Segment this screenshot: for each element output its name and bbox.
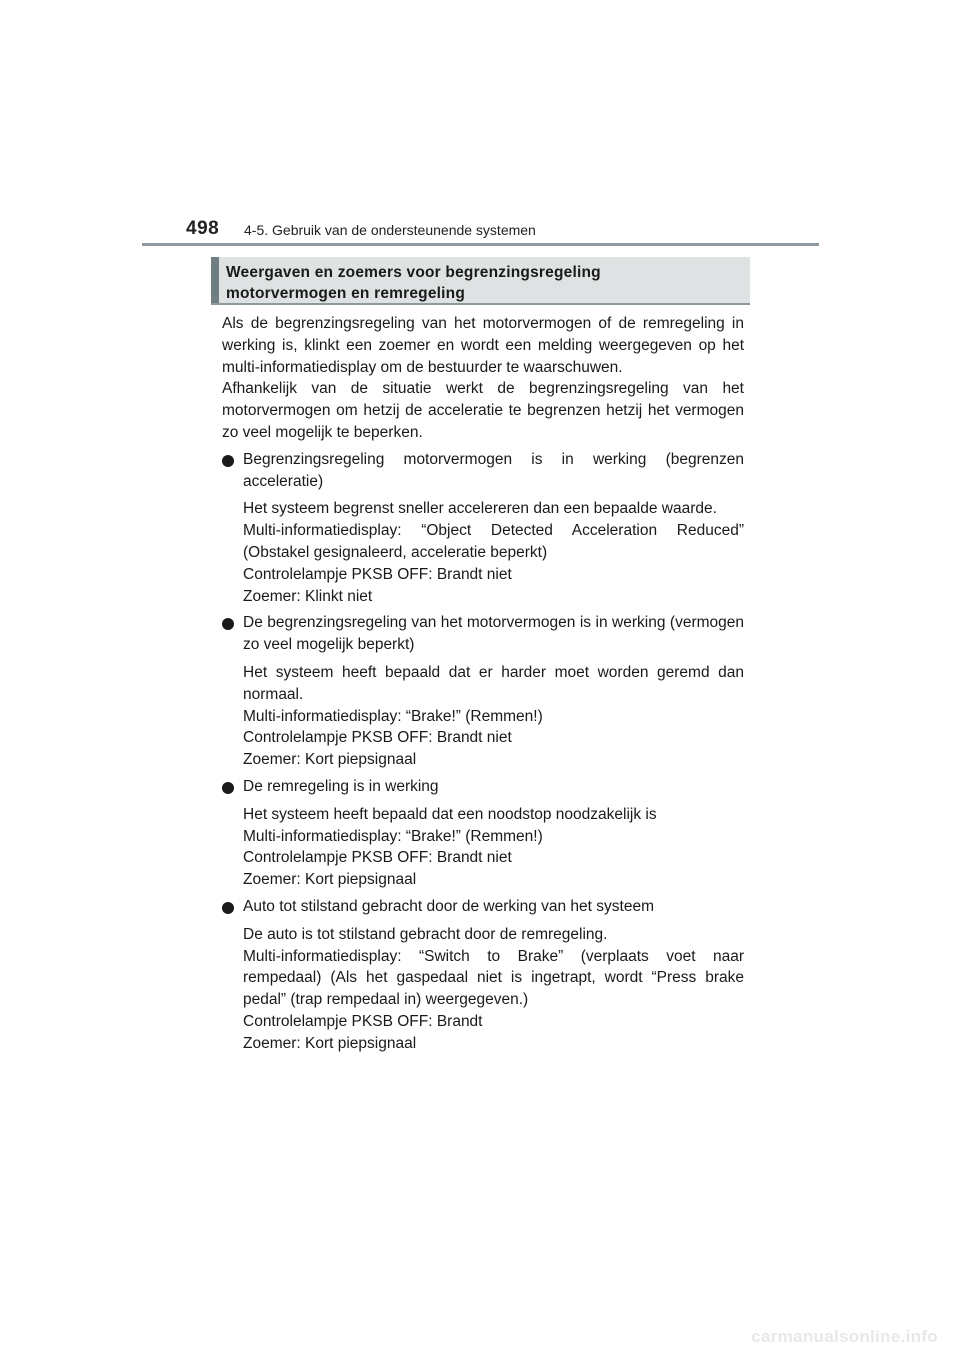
detail-line: Multi-informatiedisplay: “Object Detected Acceleration Reduced” (Obstakel gesignaleerd, acceleratie beperkt) [243, 522, 744, 561]
section-divider [211, 303, 750, 305]
bullet-icon [222, 902, 234, 914]
bullet-detail [222, 924, 744, 1055]
bullet-title: Auto tot stilstand gebracht door de werking van het systeem [243, 897, 654, 915]
page-number: 498 [186, 218, 220, 239]
bullet-title: De remregeling is in werking [243, 777, 439, 795]
bullet-title: De begrenzingsregeling van het motorvermogen is in werking (vermogen zo veel mogelijk beperkt) [243, 614, 744, 654]
detail-line: Controlelampje PKSB OFF: Brandt niet [243, 849, 512, 867]
chapter-title: 4-5. Gebruik van de ondersteunende systemen [244, 222, 536, 238]
detail-line: Zoemer: Kort piepsignaal [243, 871, 417, 889]
section-title-line-1: Weergaven en zoemers voor begrenzingsregeling [226, 264, 601, 281]
bullet-icon [222, 455, 234, 467]
section-title-line-2: motorvermogen en remregeling [226, 285, 466, 302]
intro-paragraph-2: Afhankelijk van de situatie werkt de begrenzingsregeling van het motorvermogen om hetzij de acceleratie te begrenzen hetzij het vermogen zo veel mogelijk te beperken. [222, 380, 744, 441]
bullet-title: Begrenzingsregeling motorvermogen is in werking (begrenzen acceleratie) [243, 450, 744, 490]
detail-line: Zoemer: Kort piepsignaal [243, 1034, 417, 1052]
bullet-item [222, 896, 744, 918]
detail-line: Controlelampje PKSB OFF: Brandt niet [243, 565, 512, 583]
detail-line: Het systeem heeft bepaald dat een noodstop noodzakelijk is [243, 805, 657, 823]
detail-line: De auto is tot stilstand gebracht door de remregeling. [243, 925, 608, 943]
detail-line: Controlelampje PKSB OFF: Brandt [243, 1012, 483, 1030]
bullet-item [222, 776, 744, 798]
body-content [222, 313, 744, 1055]
detail-line: Het systeem heeft bepaald dat er harder moet worden geremd dan normaal. [243, 663, 744, 703]
bullet-icon [222, 618, 234, 630]
detail-line: Multi-informatiedisplay: “Brake!” (Remmen!) [243, 827, 543, 845]
detail-line: Zoemer: Kort piepsignaal [243, 751, 417, 769]
bullet-item [222, 449, 744, 493]
page-header [0, 0, 960, 250]
header-divider [142, 243, 819, 246]
bullet-item [222, 612, 744, 656]
watermark-text: carmanualsonline.info [751, 1327, 938, 1346]
bullet-detail [222, 804, 744, 891]
bullet-detail [222, 498, 744, 607]
bullet-icon [222, 782, 234, 794]
intro-paragraph-1: Als de begrenzingsregeling van het motorvermogen of de remregeling in werking is, klinkt een zoemer en wordt een melding weergegeven op het multi-informatiedisplay om de bestuurder te waarschuwen. [222, 315, 744, 376]
detail-line: Multi-informatiedisplay: “Switch to Brake” (verplaats voet naar rempedaal) (Als het gaspedaal niet is ingetrapt, wordt “Press brake pedal” (trap rempedaal in) weergegeven.) [243, 947, 744, 1009]
detail-line: Multi-informatiedisplay: “Brake!” (Remmen!) [243, 707, 543, 725]
detail-line: Het systeem begrenst sneller accelereren dan een bepaalde waarde. [243, 500, 717, 518]
bullet-detail [222, 662, 744, 771]
detail-line: Controlelampje PKSB OFF: Brandt niet [243, 729, 512, 747]
section-heading-box [211, 257, 750, 304]
detail-line: Zoemer: Klinkt niet [243, 587, 373, 605]
